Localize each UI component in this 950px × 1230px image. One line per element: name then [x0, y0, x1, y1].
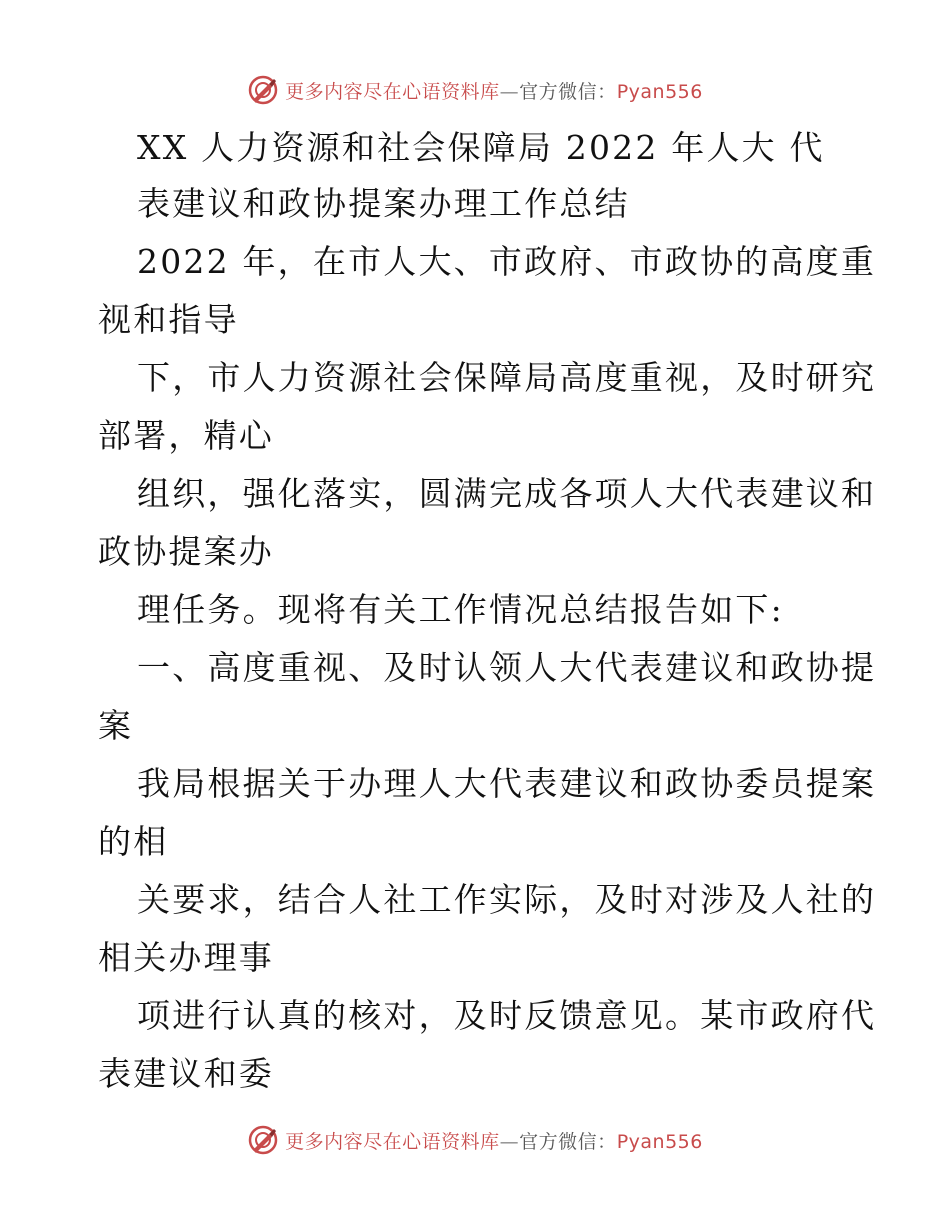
paragraph-line: 表建议和委 — [98, 1054, 274, 1093]
document-title-line-1: XX 人力资源和社会保障局 2022 年人大 代 — [137, 128, 825, 167]
section-heading-continued: 案 — [98, 706, 134, 745]
paragraph-line: 组织，强化落实，圆满完成各项人大代表建议和 — [137, 474, 877, 513]
footer-watermark-banner — [0, 1120, 950, 1160]
paragraph-line: 的相 — [98, 822, 169, 861]
paragraph-line: 视和指导 — [98, 300, 239, 339]
header-watermark-banner — [0, 70, 950, 110]
paragraph-line: 下，市人力资源社会保障局高度重视，及时研究 — [137, 358, 877, 397]
watermark-text: 更多内容尽在心语资料库—官方微信：Pyan556 — [285, 1130, 703, 1153]
document-title-line-2: 表建议和政协提案办理工作总结 — [137, 184, 630, 223]
paragraph-line: 相关办理事 — [98, 938, 274, 977]
paragraph-line: 关要求，结合人社工作实际，及时对涉及人社的 — [137, 880, 877, 919]
paragraph-line: 政协提案办 — [98, 532, 274, 571]
paragraph-line: 理任务。现将有关工作情况总结报告如下: — [137, 590, 784, 629]
paragraph-line: 我局根据关于办理人大代表建议和政协委员提案 — [137, 764, 877, 803]
pen-logo-icon — [247, 74, 279, 106]
paragraph-line: 2022 年，在市人大、市政府、市政协的高度重 — [137, 242, 877, 281]
watermark-text: 更多内容尽在心语资料库—官方微信：Pyan556 — [285, 80, 703, 103]
paragraph-line: 项进行认真的核对，及时反馈意见。某市政府代 — [137, 996, 877, 1035]
paragraph-line: 部署，精心 — [98, 416, 274, 455]
pen-logo-icon — [247, 1124, 279, 1156]
section-heading: 一、高度重视、及时认领人大代表建议和政协提 — [137, 648, 877, 687]
